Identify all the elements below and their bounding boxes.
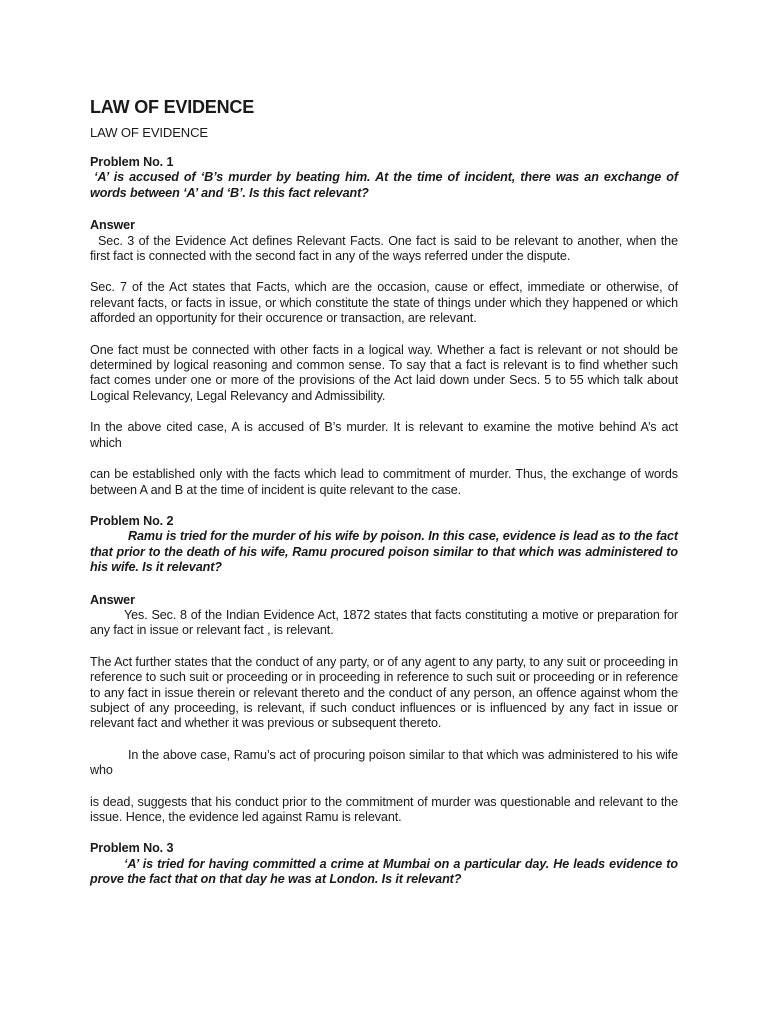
problem-1-answer-heading: Answer <box>90 218 135 233</box>
problem-2-question: Ramu is tried for the murder of his wife by poison. In this case, evidence is lead as to the fact that prior to the death of his wife, Ramu procured poison similar to that which was administered to his wife. Is it relevant? <box>90 529 678 575</box>
problem-1-paragraph: Sec. 7 of the Act states that Facts, which are the occasion, cause or effect, immediate or otherwise, of relevant facts, or facts in issue, or which constitute the state of things under which they happened or which afforded an opportunity for their occurence or transaction, are relevant. <box>90 280 678 326</box>
problem-2-paragraph: The Act further states that the conduct of any party, or of any agent to any party, to any suit or proceeding in reference to such suit or proceeding or in proceeding in reference to such suit or proceeding or in reference to any fact in issue therein or relevant thereto and the conduct of any person, an offence against whom the subject of any proceeding, is relevant, if such conduct influences or is influenced by any fact in issue or relevant fact and whether it was previous or subsequent thereto. <box>90 654 678 731</box>
problem-1-question: ‘A’ is accused of ‘B’s murder by beating him. At the time of incident, there was an exchange of words between ‘A’ and ‘B’. Is this fact relevant? <box>90 170 678 200</box>
problem-1-paragraph: One fact must be connected with other facts in a logical way. Whether a fact is relevant or not should be determined by logical reasoning and common sense. To say that a fact is relevant is to find whether such fact comes under one or more of the provisions of the Act laid down under Secs. 5 to 55 which talk about Logical Relevancy, Legal Relevancy and Admissibility. <box>90 342 678 403</box>
problem-2-paragraph: Yes. Sec. 8 of the Indian Evidence Act, 1872 states that facts constituting a motive or preparation for any fact in issue or relevant fact , is relevant. <box>90 607 678 638</box>
problem-1-section <box>90 155 678 498</box>
problem-1-paragraph: Sec. 3 of the Evidence Act defines Relevant Facts. One fact is said to be relevant to another, when the first fact is connected with the second fact in any of the ways referred under the dispute. <box>90 233 678 264</box>
problem-2-paragraph: is dead, suggests that his conduct prior to the commitment of murder was questionable and relevant to the issue. Hence, the evidence led against Ramu is relevant. <box>90 794 678 824</box>
problem-2-paragraph: In the above case, Ramu’s act of procuring poison similar to that which was administered to his wife who <box>90 747 678 778</box>
document-subtitle: LAW OF EVIDENCE <box>90 125 208 140</box>
problem-2-section <box>90 514 678 826</box>
problem-3-heading: Problem No. 3 <box>90 841 174 856</box>
problem-1-paragraph: In the above cited case, A is accused of B’s murder. It is relevant to examine the motive behind A’s act which <box>90 420 678 450</box>
document-title: LAW OF EVIDENCE <box>90 97 255 117</box>
problem-1-paragraph: can be established only with the facts which lead to commitment of murder. Thus, the exchange of words between A and B at the time of incident is quite relevant to the case. <box>90 467 678 497</box>
problem-3-question: ‘A’ is tried for having committed a crime at Mumbai on a particular day. He leads evidence to prove the fact that on that day he was at London. Is it relevant? <box>90 856 678 887</box>
problem-3-section <box>90 841 678 887</box>
document-page <box>90 96 678 888</box>
problem-2-answer-heading: Answer <box>90 592 135 607</box>
problem-1-heading: Problem No. 1 <box>90 155 174 169</box>
problem-2-heading: Problem No. 2 <box>90 513 174 528</box>
